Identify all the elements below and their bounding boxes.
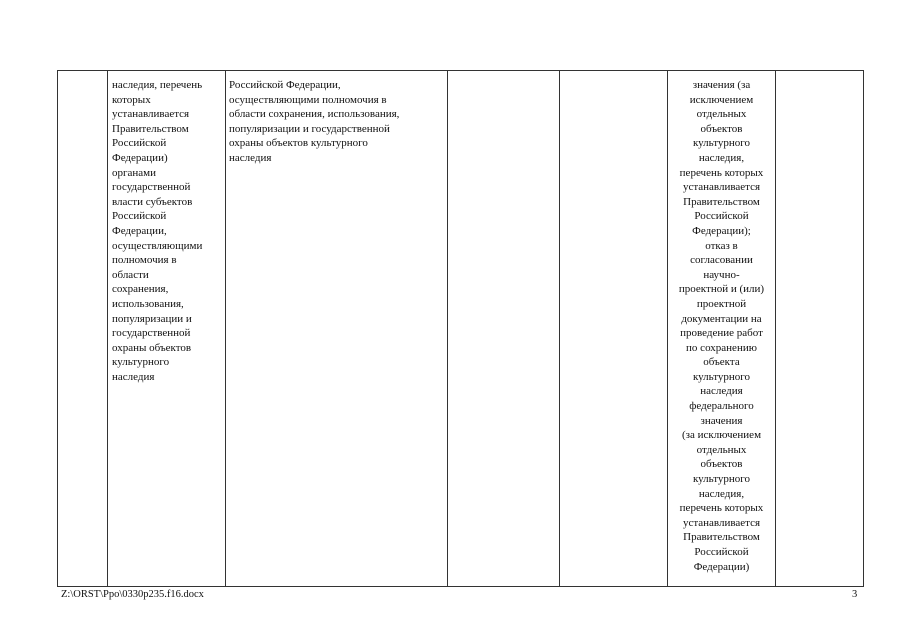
table-cell-1 [58,71,108,587]
footer-file-path: Z:\ORST\Ppo\0330p235.f16.docx [61,589,204,600]
table-cell-2 [108,71,226,587]
page-number: 3 [852,589,858,600]
table-row [58,71,864,587]
table-cell-4 [448,71,560,587]
table-cell-7 [776,71,864,587]
table-cell-6 [668,71,776,587]
cell-text: Российской Федерации, осуществляющими полномочия в области сохранения, использования, популяризации и государственной охраны объектов культурного наследия [229,79,400,164]
cell-text: наследия, перечень которых устанавливается Правительством Российской Федерации) органами государственной власти субъектов Российской Федерации, осуществляющими полномочия в области сохранения, использования, популяризации и государственной охраны объектов культурного наследия [112,79,203,383]
table-cell-3 [226,71,448,587]
document-table [57,70,864,587]
cell-text: значения (за исключением отдельных объектов культурного наследия, перечень которых устанавливается Правительством Российской Федерации); отказ в согласовании научно- проектной и (или) проектной документации на проведение работ по сохранению объекта культурного наследия федерального значения (за исключением отдельных объектов культурного наследия, перечень которых устанавливается Правительством Российской Федерации) [678,79,765,573]
table-cell-5 [560,71,668,587]
